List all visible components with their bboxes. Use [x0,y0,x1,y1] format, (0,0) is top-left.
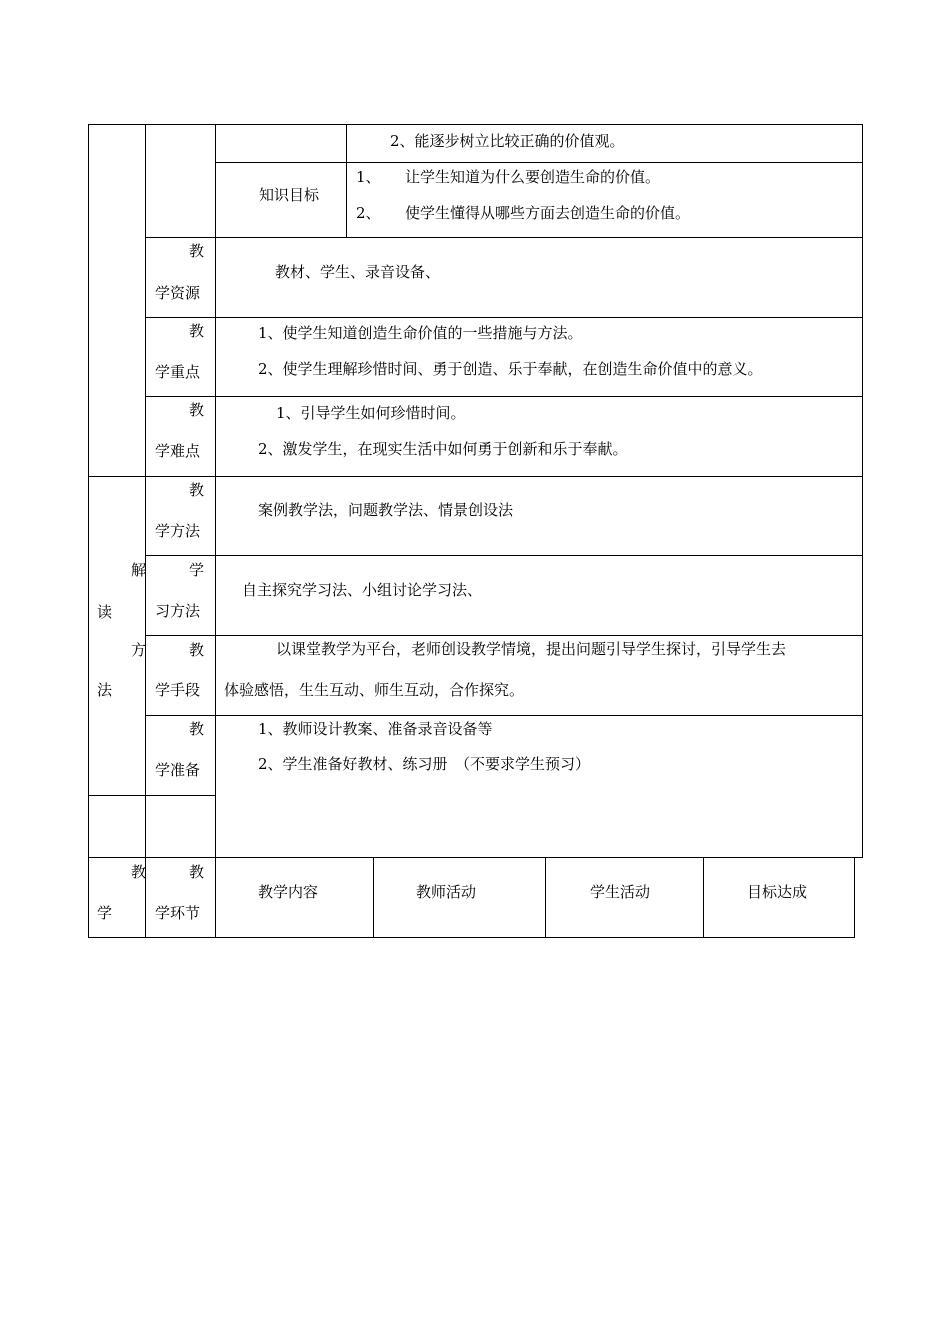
resources-label-top: 教 [189,242,205,260]
rule [146,635,863,636]
section-char-1: 解 [131,561,147,579]
difficulties-label-top: 教 [189,401,205,419]
rule [862,124,863,858]
teaching-method-content: 案例教学法，问题教学法、情景创设法 [258,501,514,519]
rule [703,857,704,938]
bottom-col1-top: 教 [131,863,147,881]
rule [88,476,863,477]
rule [88,124,89,938]
knowledge-goal-label: 知识目标 [259,186,320,204]
teaching-method-label-bottom: 学方法 [155,522,201,540]
rule [146,396,863,397]
rule [88,124,863,125]
knowledge-goal-1-number: 1、 [356,168,381,186]
rule [146,555,863,556]
key-points-label-bottom: 学重点 [155,363,201,381]
difficulty-1: 1、引导学生如何珍惜时间。 [276,404,466,422]
bottom-col2-top: 教 [189,863,205,881]
knowledge-goal-2-number: 2、 [356,204,381,222]
key-points-label-top: 教 [189,322,205,340]
rule [88,795,216,796]
resources-label-bottom: 学资源 [155,284,201,302]
rule [854,857,855,938]
header-teaching-content: 教学内容 [258,883,319,901]
key-point-2: 2、使学生理解珍惜时间、勇于创造、乐于奉献，在创造生命价值中的意义。 [258,360,763,378]
rule [88,857,863,858]
section-char-2: 读 [97,603,113,621]
rule [545,857,546,938]
learning-method-content: 自主探究学习法、小组讨论学习法、 [242,581,483,599]
teaching-means-line-1: 以课堂教学为平台，老师创设教学情境，提出问题引导学生探讨，引导学生去 [276,640,787,658]
teaching-means-label-top: 教 [189,641,205,659]
header-student-activity: 学生活动 [590,883,651,901]
resources-content: 教材、学生、录音设备、 [275,263,441,281]
learning-method-label-top: 学 [189,561,205,579]
rule [145,124,146,938]
value-goal-line-2: 2、能逐步树立比较正确的价值观。 [390,132,625,150]
learning-method-label-bottom: 习方法 [155,602,201,620]
rule [346,124,347,238]
preparation-line-2: 2、学生准备好教材、练习册 （不要求学生预习） [258,755,591,773]
preparation-label-bottom: 学准备 [155,761,201,779]
section-char-3: 方 [131,641,147,659]
preparation-line-1: 1、教师设计教案、准备录音设备等 [258,720,493,738]
key-point-1: 1、使学生知道创造生命价值的一些措施与方法。 [258,324,583,342]
teaching-method-label-top: 教 [189,481,205,499]
rule [216,162,863,163]
rule [146,237,863,238]
section-char-4: 法 [97,681,113,699]
bottom-col1-bottom: 学 [97,904,113,922]
knowledge-goal-2-text: 使学生懂得从哪些方面去创造生命的价值。 [405,204,691,222]
preparation-label-top: 教 [189,720,205,738]
rule [215,124,216,938]
bottom-col2-bottom: 学环节 [155,904,201,922]
teaching-means-line-2: 体验感悟，生生互动、师生互动，合作探究。 [224,681,525,699]
teaching-means-label-bottom: 学手段 [155,681,201,699]
difficulty-2: 2、激发学生，在现实生活中如何勇于创新和乐于奉献。 [258,440,628,458]
rule [88,937,855,938]
rule [146,317,863,318]
header-goal-achievement: 目标达成 [747,883,808,901]
rule [373,857,374,938]
rule [146,715,863,716]
header-teacher-activity: 教师活动 [416,883,477,901]
knowledge-goal-1-text: 让学生知道为什么要创造生命的价值。 [405,168,661,186]
difficulties-label-bottom: 学难点 [155,442,201,460]
